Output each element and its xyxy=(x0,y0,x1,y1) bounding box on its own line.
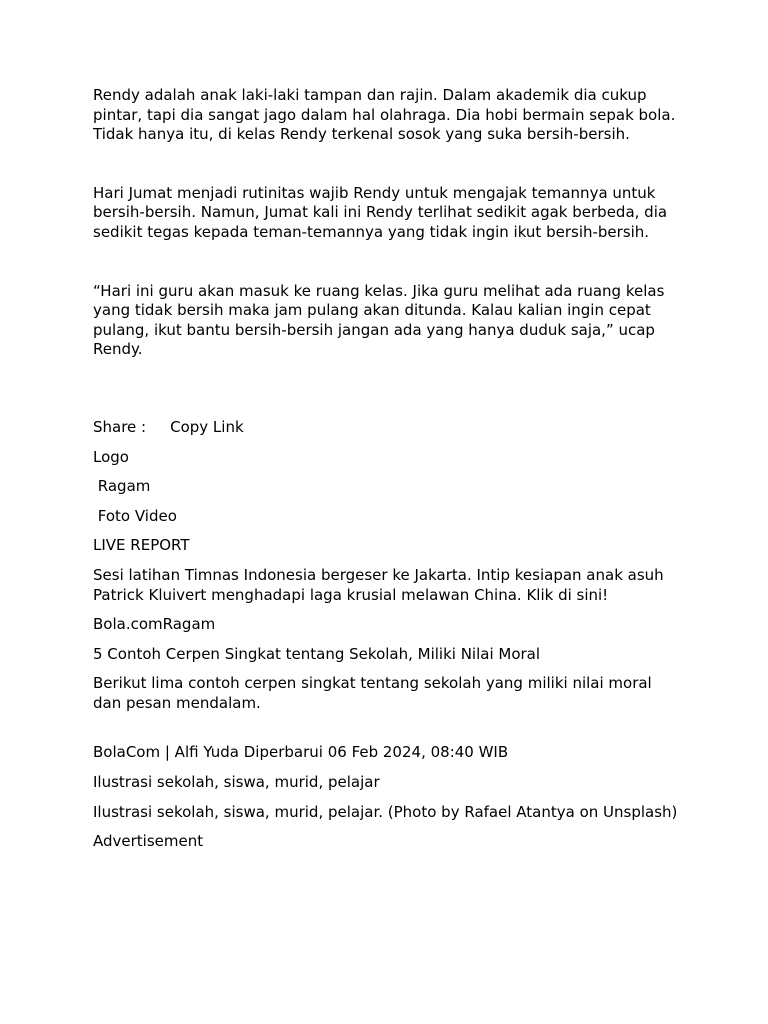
image-caption: Ilustrasi sekolah, siswa, murid, pelajar. (Photo by Rafael Atantya on Unsplash) xyxy=(93,802,678,821)
nav-item-ragam[interactable]: Ragam xyxy=(93,477,151,496)
live-report-label: LIVE REPORT xyxy=(93,536,190,555)
story-paragraph-3: “Hari ini guru akan masuk ke ruang kelas. Jika guru melihat ada ruang kelas yang tidak bersih maka jam pulang akan ditunda. Kalau kalian ingin cepat pulang, ikut bantu bersih-bersih jangan ada yang hanya duduk saja,” ucap Rendy. xyxy=(93,281,665,359)
spacer xyxy=(93,145,683,184)
advertisement-label: Advertisement xyxy=(93,832,204,851)
article-title: 5 Contoh Cerpen Singkat tentang Sekolah, Miliki Nilai Moral xyxy=(93,644,541,663)
story-paragraph-2: Hari Jumat menjadi rutinitas wajib Rendy untuk mengajak temannya untuk bersih-bersih. Namun, Jumat kali ini Rendy terlihat sedikit agak berbeda, dia sedikit tegas kepada teman-temannya yang tidak ingin ikut bersih-bersih. xyxy=(93,183,668,241)
copy-link-button[interactable]: Copy Link xyxy=(170,417,244,436)
nav-item-foto-video[interactable]: Foto Video xyxy=(93,506,177,525)
article-summary: Berikut lima contoh cerpen singkat tentang sekolah yang miliki nilai moral dan pesan mendalam. xyxy=(93,674,652,712)
spacer xyxy=(93,360,683,418)
breadcrumb[interactable]: Bola.comRagam xyxy=(93,615,216,634)
image-alt-text: Ilustrasi sekolah, siswa, murid, pelajar xyxy=(93,773,380,792)
share-row xyxy=(93,418,683,438)
story-paragraph-1: Rendy adalah anak laki-laki tampan dan rajin. Dalam akademik dia cukup pintar, tapi dia sangat jago dalam hal olahraga. Dia hobi bermain sepak bola. Tidak hanya itu, di kelas Rendy terkenal sosok yang suka bersih-bersih. xyxy=(93,86,676,144)
document-page xyxy=(93,86,683,852)
logo-text: Logo xyxy=(93,447,129,466)
article-byline: BolaCom | Alfi Yuda Diperbarui 06 Feb 2024, 08:40 WIB xyxy=(93,743,509,762)
share-label: Share : xyxy=(93,417,147,436)
spacer xyxy=(93,243,683,282)
live-report-text[interactable]: Sesi latihan Timnas Indonesia bergeser ke Jakarta. Intip kesiapan anak asuh Patrick Kluivert menghadapi laga krusial melawan China. Klik di sini! xyxy=(93,565,664,604)
